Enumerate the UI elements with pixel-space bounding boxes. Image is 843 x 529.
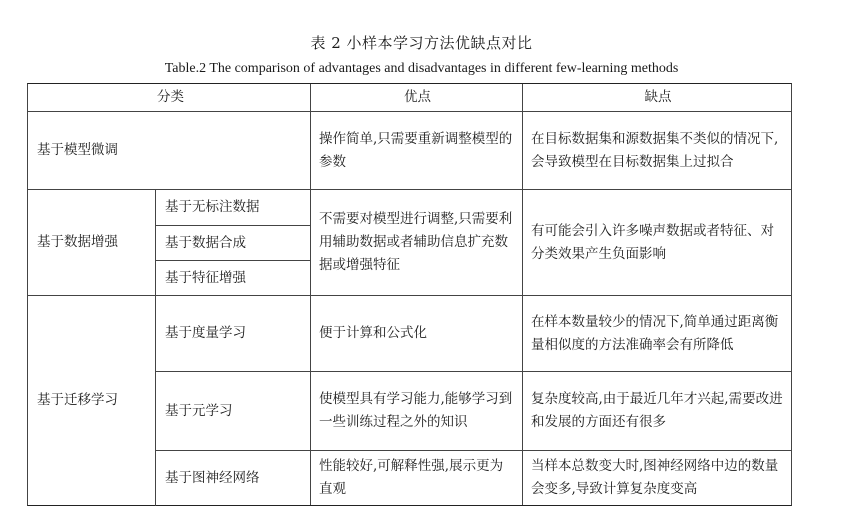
- sub-meta-learning-text: 基于元学习: [165, 402, 233, 419]
- advantages-graph-neural-network: [310, 451, 522, 505]
- category-data-augmentation: [28, 190, 155, 295]
- category-transfer-learning-text: 基于迁移学习: [37, 392, 118, 408]
- sub-graph-neural-network-text: 基于图神经网络: [165, 469, 260, 486]
- category-model-finetune-text: 基于模型微调: [37, 142, 118, 158]
- sub-metric-learning: [156, 296, 310, 371]
- sub-data-synthesis: [156, 226, 310, 260]
- sub-graph-neural-network: [156, 451, 310, 505]
- table-caption-chinese: 表 2 小样本学习方法优缺点对比: [310, 34, 533, 52]
- advantages-data-augmentation: [310, 190, 522, 295]
- comparison-table: [27, 83, 792, 506]
- disadvantages-model-finetune-text: 在目标数据集和源数据集不类似的情况下,会导致模型在目标数据集上过拟合: [531, 130, 779, 170]
- advantages-graph-neural-network-text: 性能较好,可解释性强,展示更为直观: [319, 458, 504, 497]
- sub-unlabeled-data: [156, 190, 310, 225]
- disadvantages-data-augmentation-text: 有可能会引入许多噪声数据或者特征、对分类效果产生负面影响: [531, 222, 774, 262]
- advantages-model-finetune: [310, 112, 522, 189]
- disadvantages-meta-learning-text: 复杂度较高,由于最近几年才兴起,需要改进和发展的方面还有很多: [531, 391, 783, 430]
- disadvantages-graph-neural-network: [522, 451, 791, 505]
- table-caption-english: Table.2 The comparison of advantages and disadvantages in different few-learning methods: [164, 61, 679, 76]
- advantages-data-augmentation-text: 不需要对模型进行调整,只需要利用辅助数据或者辅助信息扩充数据或增强特征: [319, 211, 513, 273]
- sub-metric-learning-text: 基于度量学习: [165, 325, 246, 341]
- advantages-meta-learning-text: 使模型具有学习能力,能够学习到一些训练过程之外的知识: [319, 391, 513, 430]
- disadvantages-meta-learning: [522, 372, 791, 450]
- category-model-finetune: [28, 112, 310, 189]
- sub-meta-learning: [156, 372, 310, 450]
- advantages-metric-learning: [310, 296, 522, 371]
- header-disadvantages: [522, 84, 791, 111]
- header-disadvantages-text: 缺点: [644, 89, 672, 105]
- sub-feature-augmentation: [156, 261, 310, 295]
- advantages-metric-learning-text: 便于计算和公式化: [319, 325, 427, 341]
- disadvantages-model-finetune: [522, 112, 791, 189]
- advantages-model-finetune-text: 操作简单,只需要重新调整模型的参数: [319, 130, 513, 170]
- category-data-augmentation-text: 基于数据增强: [37, 234, 118, 250]
- header-category-text: 分类: [157, 89, 184, 105]
- disadvantages-graph-neural-network-text: 当样本总数变大时,图神经网络中边的数量会变多,导致计算复杂度变高: [531, 458, 779, 497]
- disadvantages-metric-learning: [522, 296, 791, 371]
- header-category: [28, 84, 310, 111]
- sub-data-synthesis-text: 基于数据合成: [165, 234, 246, 251]
- sub-feature-augmentation-text: 基于特征增强: [165, 269, 246, 286]
- header-advantages-text: 优点: [404, 89, 431, 105]
- disadvantages-data-augmentation: [522, 190, 791, 295]
- advantages-meta-learning: [310, 372, 522, 450]
- category-transfer-learning: [28, 296, 155, 505]
- disadvantages-metric-learning-text: 在样本数量较少的情况下,简单通过距离衡量相似度的方法准确率会有所降低: [531, 313, 779, 353]
- header-advantages: [310, 84, 522, 111]
- sub-unlabeled-data-text: 基于无标注数据: [165, 199, 260, 215]
